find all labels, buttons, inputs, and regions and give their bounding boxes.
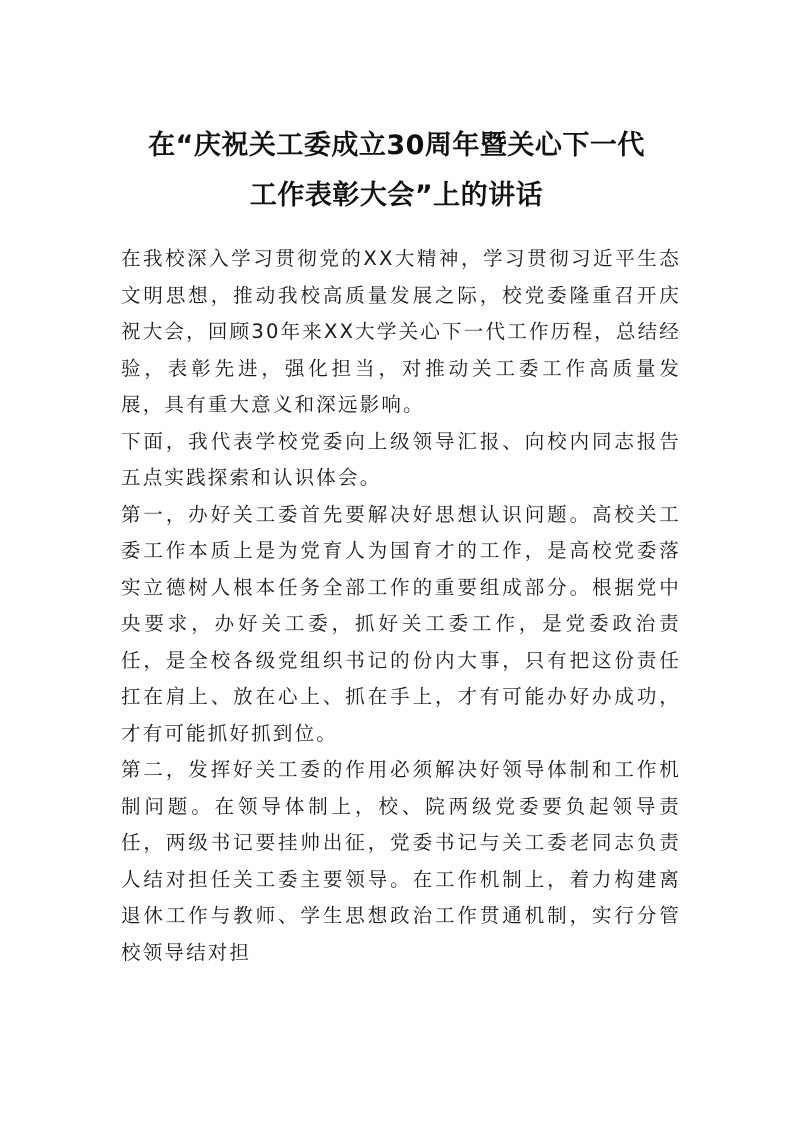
paragraph-point-one: 第一，办好关工委首先要解决好思想认识问题。高校关工委工作本质上是为党育人为国育才的工作，是高校党委落实立德树人根本任务全部工作的重要组成部分。根据党中央要求，办好关工委，抓好关工委工作，是党委政治责任，是全校各级党组织书记的份内大事，只有把这份责任扛在肩上、放在心上、抓在手上，才有可能办好办成功，才有可能抓好抓到位。 <box>121 502 681 745</box>
paragraph-point-two: 第二，发挥好关工委的作用必须解决好领导体制和工作机制问题。在领导体制上，校、院两级党委要负起领导责任，两级书记要挂帅出征，党委书记与关工委老同志负责人结对担任关工委主要领导。在工作机制上，着力构建离退休工作与教师、学生思想政治工作贯通机制，实行分管校领导结对担 <box>121 758 681 964</box>
paragraph-intro: 在我校深入学习贯彻党的XX大精神，学习贯彻习近平生态文明思想，推动我校高质量发展之际，校党委隆重召开庆祝大会，回顾30年来XX大学关心下一代工作历程，总结经验，表彰先进，强化担当，对推动关工委工作高质量发展，具有重大意义和深远影响。 <box>121 247 681 416</box>
document-body <box>121 241 681 971</box>
document-title <box>90 121 703 221</box>
paragraph-report: 下面，我代表学校党委向上级领导汇报、向校内同志报告五点实践探索和认识体会。 <box>121 429 681 489</box>
title-line-1: 在“庆祝关工委成立30周年暨关心下一代 <box>148 130 645 161</box>
title-line-2: 工作表彰大会”上的讲话 <box>249 180 544 211</box>
